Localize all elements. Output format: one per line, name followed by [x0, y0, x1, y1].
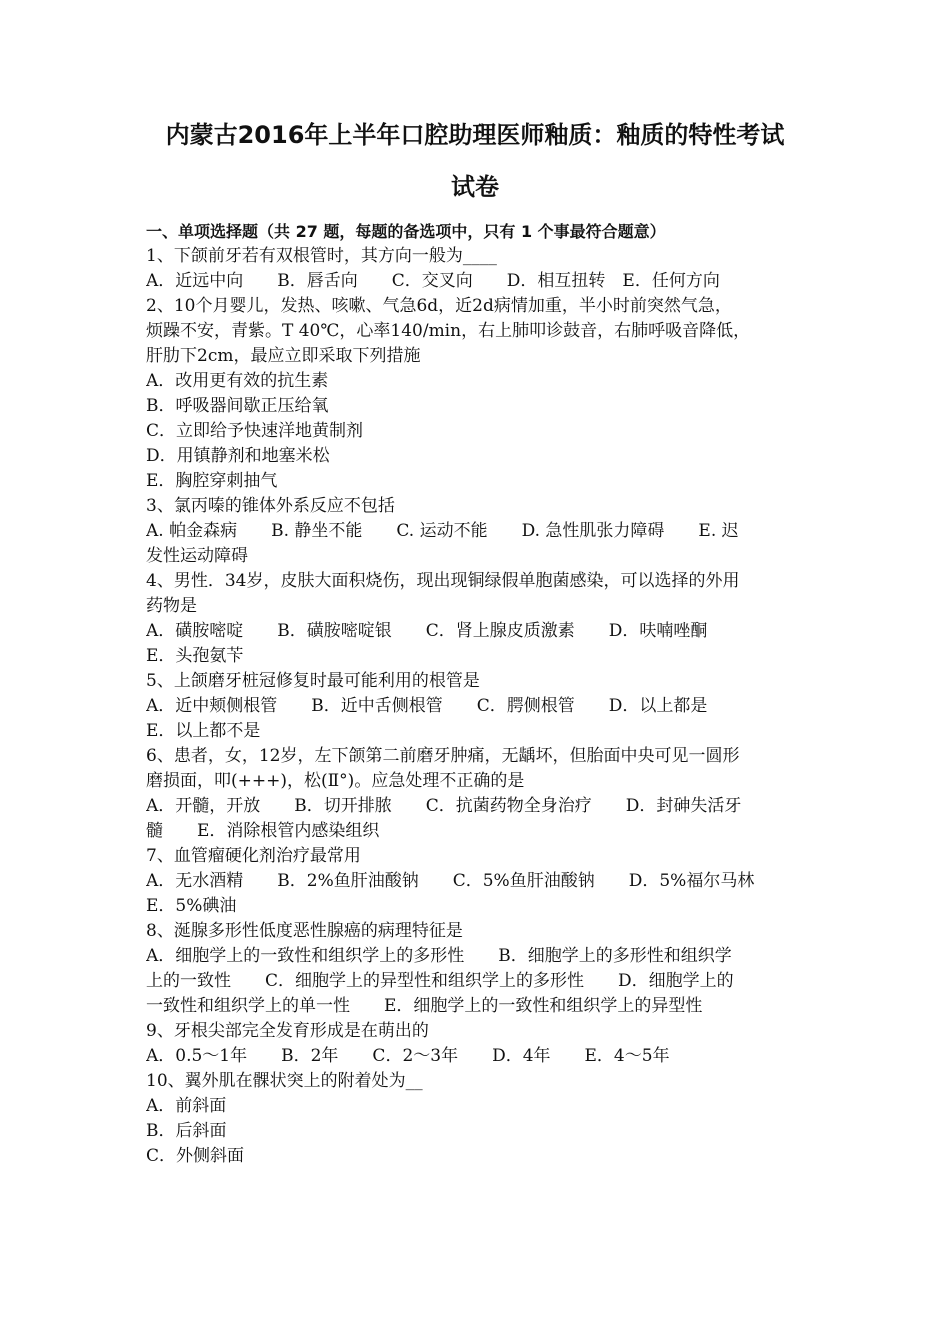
question-7-stem: 7、血管瘤硬化剂治疗最常用: [146, 846, 361, 866]
question-8-stem: 8、涎腺多形性低度恶性腺癌的病理特征是: [146, 921, 463, 941]
question-2-option: A．改用更有效的抗生素: [146, 371, 329, 391]
question-10-option: A．前斜面: [146, 1096, 227, 1116]
question-2-option: D．用镇静剂和地塞米松: [146, 446, 330, 466]
question-2-option: E．胸腔穿刺抽气: [146, 471, 278, 491]
question-2-option: C．立即给予快速洋地黄制剂: [146, 421, 364, 441]
question-8-options-line: A．细胞学上的一致性和组织学上的多形性 B．细胞学上的多形性和组织学: [146, 946, 732, 966]
exam-content: [146, 219, 821, 1169]
question-10-option: B．后斜面: [146, 1121, 227, 1141]
question-4-options-line: E．头孢氨苄: [146, 646, 244, 666]
question-7-options-line: A．无水酒精 B．2%鱼肝油酸钠 C．5%鱼肝油酸钠 D．5%福尔马林: [146, 871, 755, 891]
question-2-stem-line: 2、10个月婴儿，发热、咳嗽、气急6d，近2d病情加重，半小时前突然气急，: [146, 296, 732, 316]
question-9-options: A．0.5～1年 B．2年 C．2～3年 D．4年 E．4～5年: [146, 1046, 670, 1066]
question-3-options-line: A. 帕金森病 B. 静坐不能 C. 运动不能 D. 急性肌张力障碍 E. 迟: [146, 521, 739, 541]
document-title-line-2: 试卷: [451, 173, 499, 201]
question-6-options-line: 髓 E．消除根管内感染组织: [146, 821, 380, 841]
question-6-options-line: A．开髓，开放 B．切开排脓 C．抗菌药物全身治疗 D．封砷失活牙: [146, 796, 742, 816]
question-2-stem-line: 肝肋下2cm，最应立即采取下列措施: [146, 346, 421, 366]
question-7-options-line: E．5%碘油: [146, 896, 237, 916]
question-10-stem: 10、翼外肌在髁状突上的附着处为__: [146, 1071, 423, 1091]
question-5-options-line: A．近中颊侧根管 B．近中舌侧根管 C．腭侧根管 D．以上都是: [146, 696, 708, 716]
question-1-options: A．近远中向 B．唇舌向 C．交叉向 D．相互扭转 E．任何方向: [146, 271, 720, 291]
question-6-stem-line: 6、患者，女，12岁，左下颌第二前磨牙肿痛，无龋坏，但胎面中央可见一圆形: [146, 746, 740, 766]
question-1-stem: 1、下颌前牙若有双根管时，其方向一般为____: [146, 246, 497, 266]
question-9-stem: 9、牙根尖部完全发育形成是在萌出的: [146, 1021, 429, 1041]
question-2-stem-line: 烦躁不安，青紫。T 40℃，心率140/min，右上肺叩诊鼓音，右肺呼吸音降低，: [146, 321, 751, 341]
question-4-stem-line: 药物是: [146, 596, 197, 616]
document-title-line-1: 内蒙古2016年上半年口腔助理医师釉质：釉质的特性考试: [165, 121, 785, 149]
section-heading: 一、单项选择题（共 27 题，每题的备选项中，只有 1 个事最符合题意）: [146, 222, 666, 241]
question-8-options-line: 上的一致性 C．细胞学上的异型性和组织学上的多形性 D．细胞学上的: [146, 971, 734, 991]
question-6-stem-line: 磨损面，叩(+++)，松(Ⅱ°)。应急处理不正确的是: [146, 771, 525, 791]
question-4-options-line: A．磺胺嘧啶 B．磺胺嘧啶银 C．肾上腺皮质激素 D．呋喃唑酮: [146, 621, 708, 641]
question-2-option: B．呼吸器间歇正压给氧: [146, 396, 329, 416]
question-4-stem-line: 4、男性．34岁，皮肤大面积烧伤，现出现铜绿假单胞菌感染，可以选择的外用: [146, 571, 740, 591]
question-5-stem: 5、上颌磨牙桩冠修复时最可能利用的根管是: [146, 671, 480, 691]
question-3-stem: 3、氯丙嗪的锥体外系反应不包括: [146, 496, 395, 516]
question-5-options-line: E．以上都不是: [146, 721, 261, 741]
question-3-options-line: 发性运动障碍: [146, 546, 248, 566]
question-8-options-line: 一致性和组织学上的单一性 E．细胞学上的一致性和组织学上的异型性: [146, 996, 703, 1016]
question-10-option: C．外侧斜面: [146, 1146, 245, 1166]
